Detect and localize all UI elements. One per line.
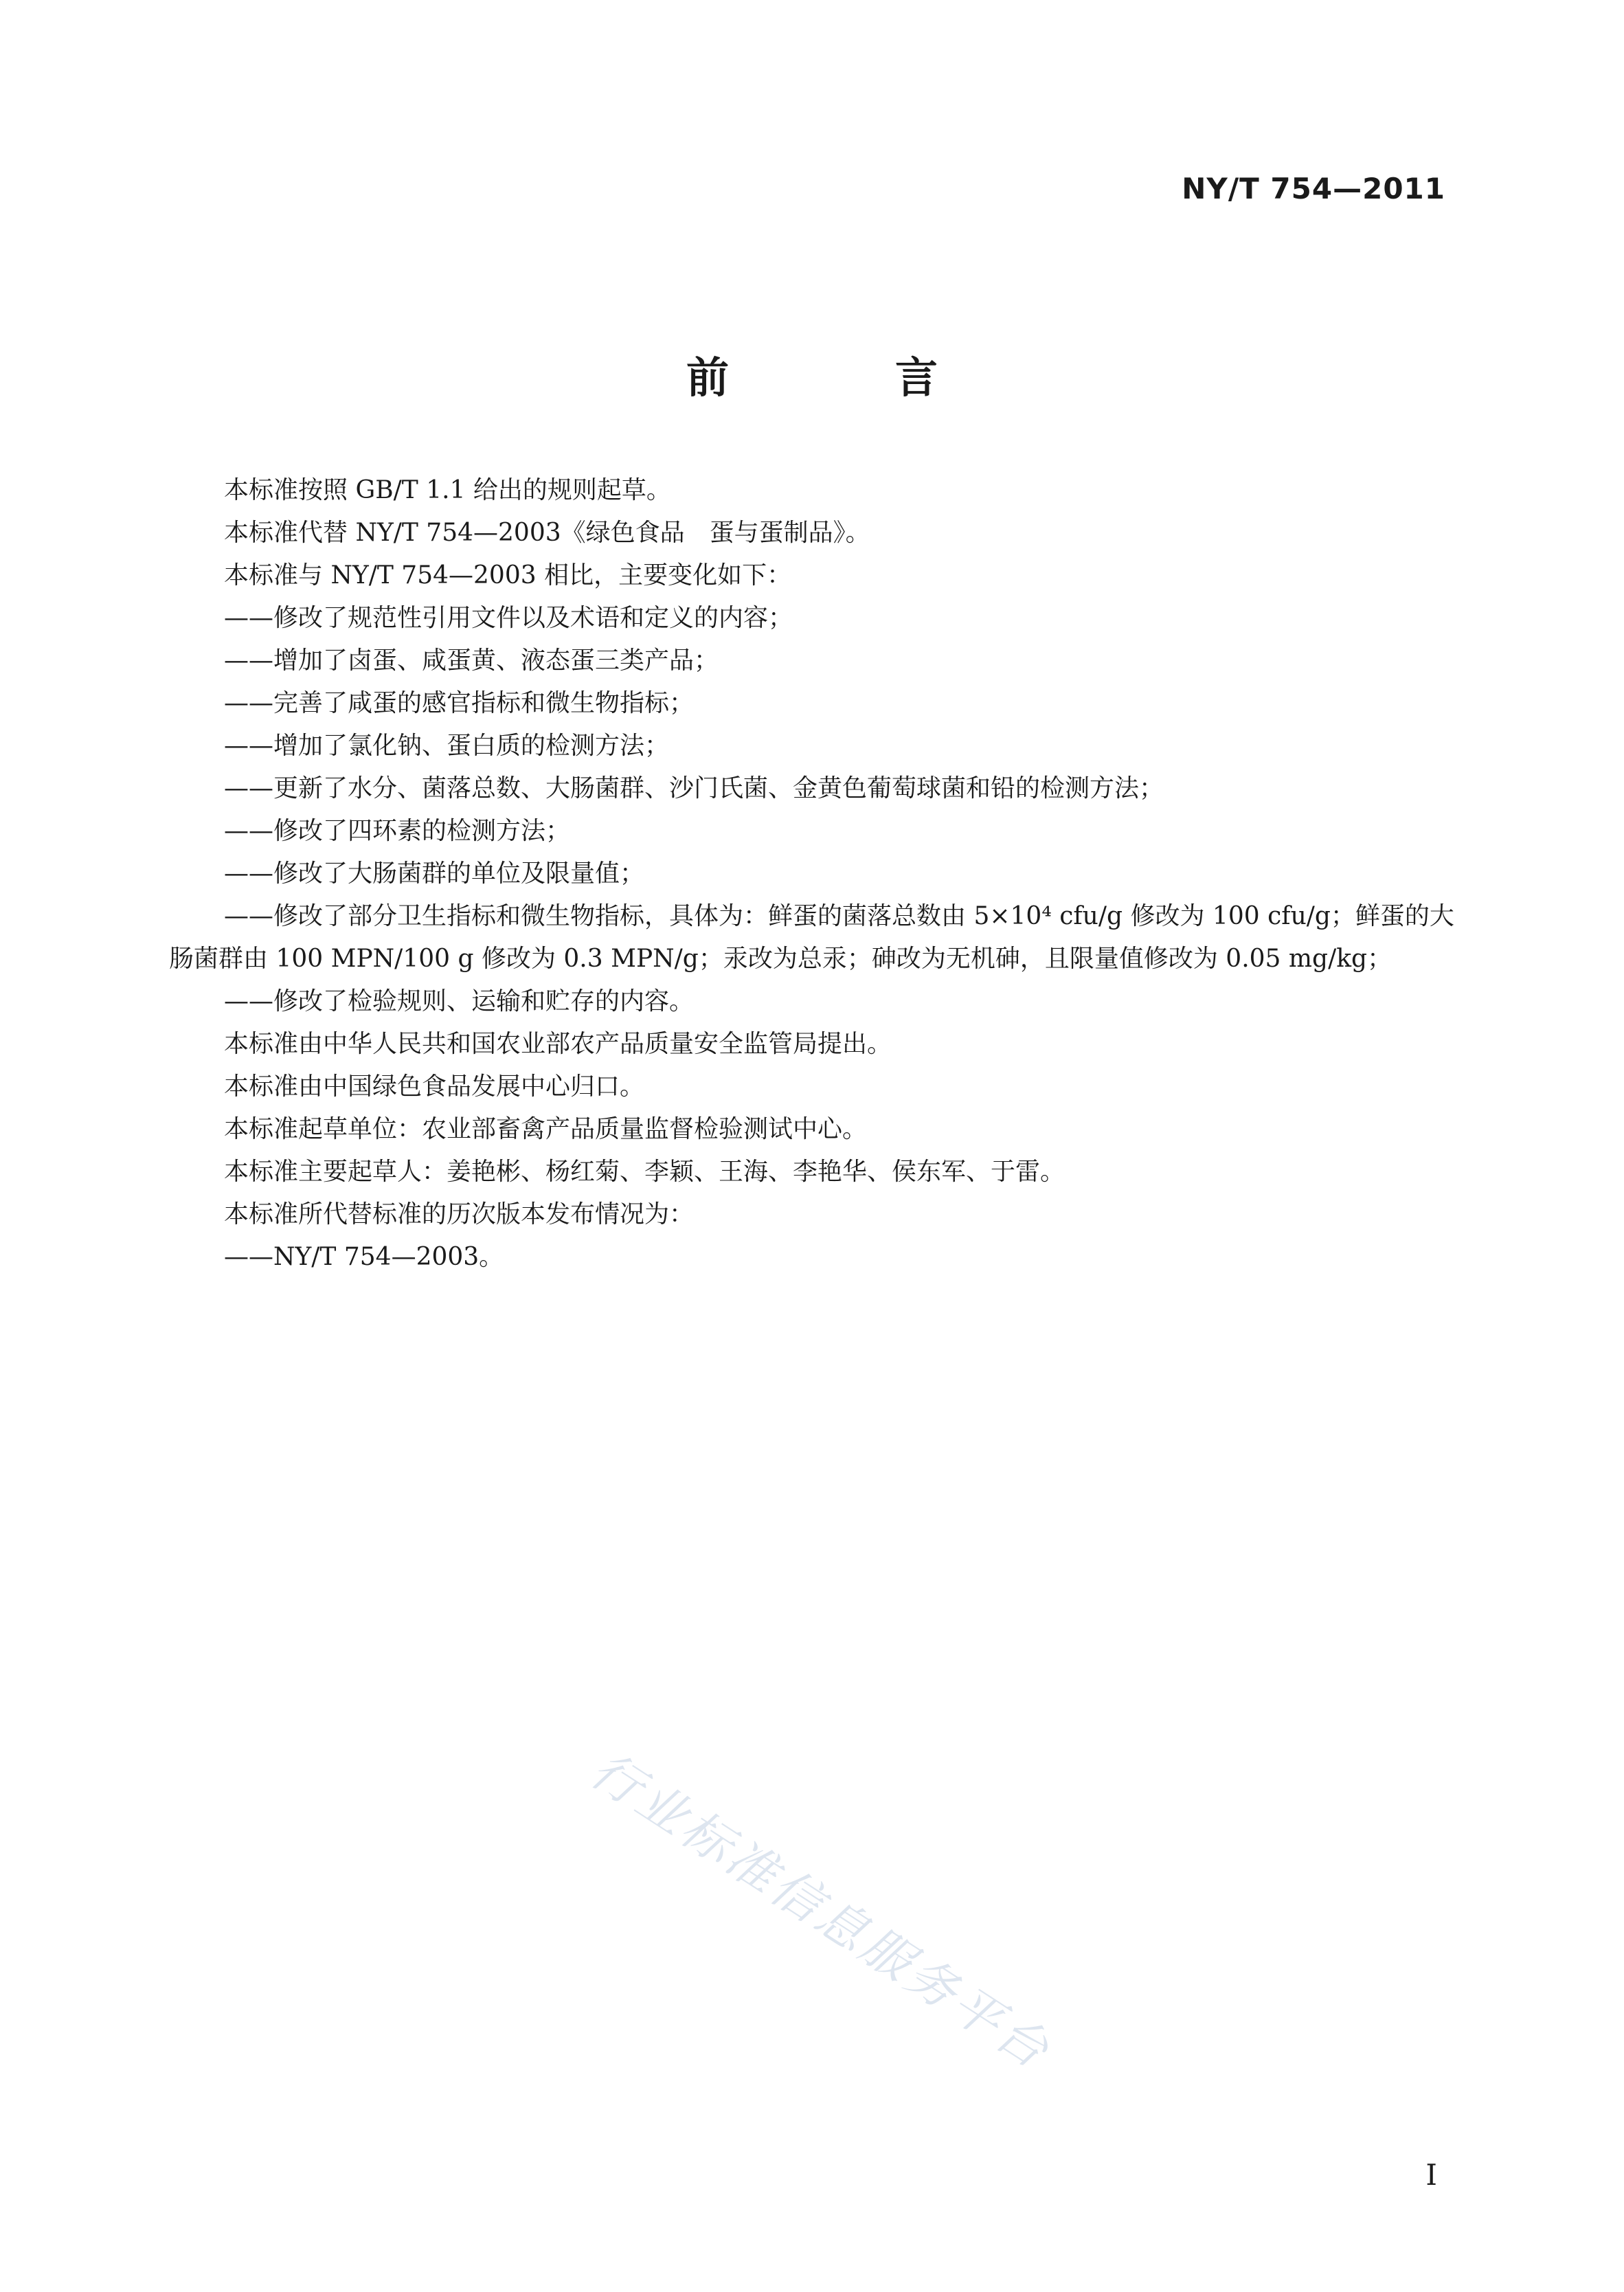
- paragraph: 本标准与 NY/T 754—2003 相比，主要变化如下：: [224, 561, 792, 589]
- list-item: ——修改了检验规则、运输和贮存的内容。: [224, 987, 695, 1015]
- list-item: ——更新了水分、菌落总数、大肠菌群、沙门氏菌、金黄色葡萄球菌和铅的检测方法；: [224, 774, 1164, 802]
- list-item: ——修改了部分卫生指标和微生物指标，具体为：鲜蛋的菌落总数由 5×10⁴ cfu/g 修改为 100 cfu/g；鲜蛋的大肠菌群由 100 MPN/100 g 修改为 0.3 MPN/g；汞改为总汞；砷改为无机砷，且限量值修改为 0.05 mg/kg；: [169, 902, 1454, 973]
- paragraph: 本标准由中国绿色食品发展中心归口。: [224, 1072, 645, 1101]
- list-item: ——完善了咸蛋的感官指标和微生物指标；: [224, 689, 695, 717]
- list-item: ——增加了氯化钠、蛋白质的检测方法；: [224, 732, 670, 760]
- paragraph: 本标准起草单位：农业部畜禽产品质量监督检验测试中心。: [224, 1115, 868, 1143]
- paragraph: 本标准所代替标准的历次版本发布情况为：: [224, 1200, 695, 1228]
- foreword-body: [169, 469, 1456, 1279]
- list-item: ——修改了四环素的检测方法；: [224, 817, 571, 845]
- page-number: I: [1425, 2158, 1437, 2192]
- watermark: 行业标准信息服务平台: [580, 1740, 1062, 2081]
- standard-code: NY/T 754—2011: [1182, 172, 1445, 205]
- paragraph: 本标准代替 NY/T 754—2003《绿色食品 蛋与蛋制品》。: [224, 519, 870, 547]
- page-title: 前 言: [686, 352, 1000, 403]
- paragraph: 本标准由中华人民共和国农业部农产品质量安全监管局提出。: [224, 1030, 892, 1058]
- list-item: ——修改了规范性引用文件以及术语和定义的内容；: [224, 604, 793, 632]
- list-item: ——增加了卤蛋、咸蛋黄、液态蛋三类产品；: [224, 647, 719, 675]
- paragraph: 本标准按照 GB/T 1.1 给出的规则起草。: [224, 476, 671, 504]
- list-item: ——NY/T 754—2003。: [224, 1243, 504, 1271]
- paragraph: 本标准主要起草人：姜艳彬、杨红菊、李颖、王海、李艳华、侯东军、于雷。: [224, 1158, 1065, 1186]
- list-item: ——修改了大肠菌群的单位及限量值；: [224, 859, 645, 888]
